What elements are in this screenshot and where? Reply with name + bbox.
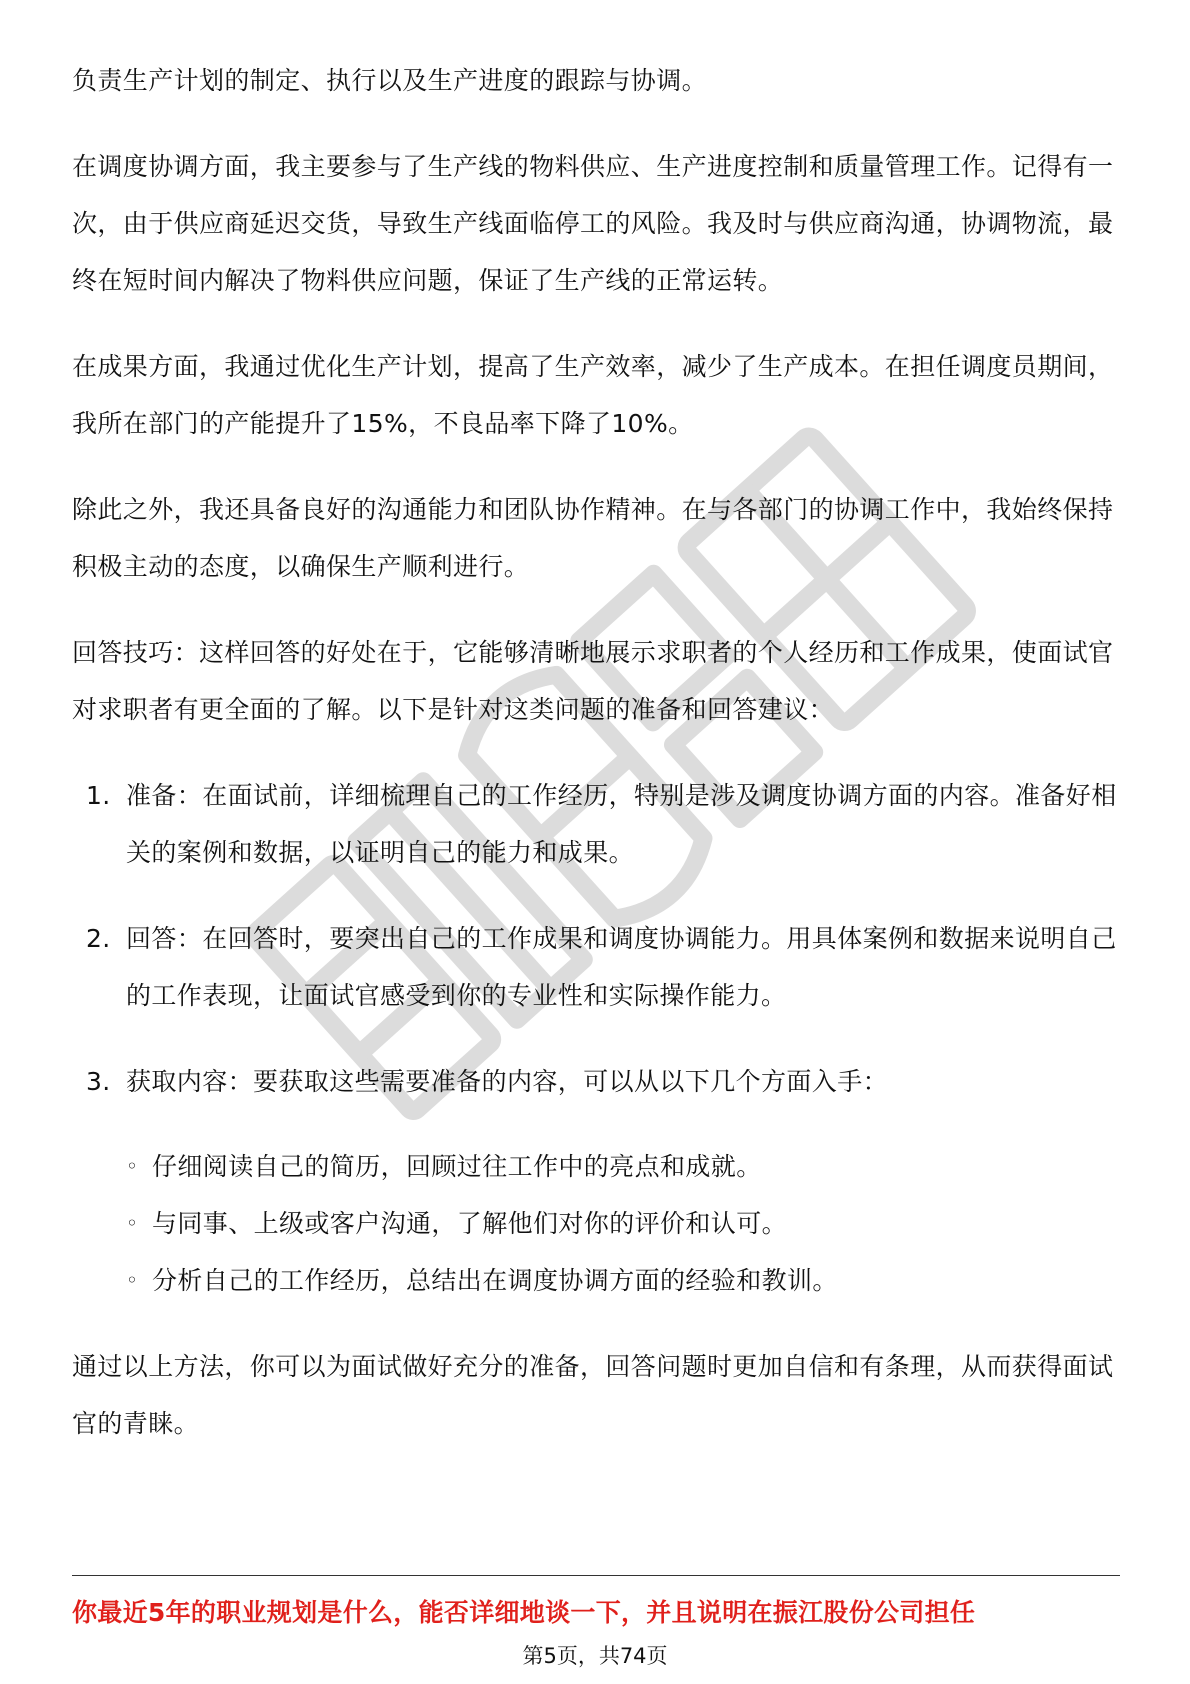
list-item-number: 2. — [86, 924, 111, 953]
bullet-circle-icon: ◦ — [126, 1268, 139, 1292]
document-body — [72, 52, 1120, 1481]
sub-list-item-text: 分析自己的工作经历，总结出在调度协调方面的经验和教训。 — [152, 1266, 838, 1295]
list-item — [72, 1053, 1120, 1309]
paragraph-answer-tips: 回答技巧：这样回答的好处在于，它能够清晰地展示求职者的个人经历和工作成果，使面试官对求职者有更全面的了解。以下是针对这类问题的准备和回答建议： — [72, 638, 1114, 724]
list-item-number: 1. — [86, 781, 111, 810]
bullet-circle-icon: ◦ — [126, 1154, 139, 1178]
sub-list-item-text: 与同事、上级或客户沟通，了解他们对你的评价和认可。 — [152, 1209, 788, 1238]
sub-list-item — [126, 1195, 1120, 1252]
list-item — [72, 910, 1120, 1024]
list-item-text: 准备：在面试前，详细梳理自己的工作经历，特别是涉及调度协调方面的内容。准备好相关的案例和数据，以证明自己的能力和成果。 — [126, 781, 1117, 867]
list-item — [72, 767, 1120, 881]
sub-bullet-list — [126, 1138, 1120, 1309]
paragraph: 在成果方面，我通过优化生产计划，提高了生产效率，减少了生产成本。在担任调度员期间，我所在部门的产能提升了15%，不良品率下降了10%。 — [72, 352, 1114, 438]
page-number: 第5页，共74页 — [522, 1644, 668, 1668]
bullet-circle-icon: ◦ — [126, 1211, 139, 1235]
numbered-list — [72, 767, 1120, 1309]
paragraph: 负责生产计划的制定、执行以及生产进度的跟踪与协调。 — [72, 66, 708, 95]
paragraph-closing: 通过以上方法，你可以为面试做好充分的准备，回答问题时更加自信和有条理，从而获得面试官的青睐。 — [72, 1352, 1114, 1438]
sub-list-item — [126, 1252, 1120, 1309]
sub-list-item-text: 仔细阅读自己的简历，回顾过往工作中的亮点和成就。 — [152, 1152, 762, 1181]
footer-divider — [72, 1575, 1120, 1576]
list-item-text: 回答：在回答时，要突出自己的工作成果和调度协调能力。用具体案例和数据来说明自己的工作表现，让面试官感受到你的专业性和实际操作能力。 — [126, 924, 1117, 1010]
sub-list-item — [126, 1138, 1120, 1195]
list-item-text: 获取内容：要获取这些需要准备的内容，可以从以下几个方面入手： — [126, 1067, 889, 1096]
paragraph: 在调度协调方面，我主要参与了生产线的物料供应、生产进度控制和质量管理工作。记得有一次，由于供应商延迟交货，导致生产线面临停工的风险。我及时与供应商沟通，协调物流，最终在短时间内解决了物料供应问题，保证了生产线的正常运转。 — [72, 152, 1114, 295]
next-question-heading: 你最近5年的职业规划是什么，能否详细地谈一下，并且说明在振江股份公司担任 — [72, 1598, 976, 1627]
list-item-number: 3. — [86, 1067, 111, 1096]
paragraph: 除此之外，我还具备良好的沟通能力和团队协作精神。在与各部门的协调工作中，我始终保持积极主动的态度，以确保生产顺利进行。 — [72, 495, 1114, 581]
